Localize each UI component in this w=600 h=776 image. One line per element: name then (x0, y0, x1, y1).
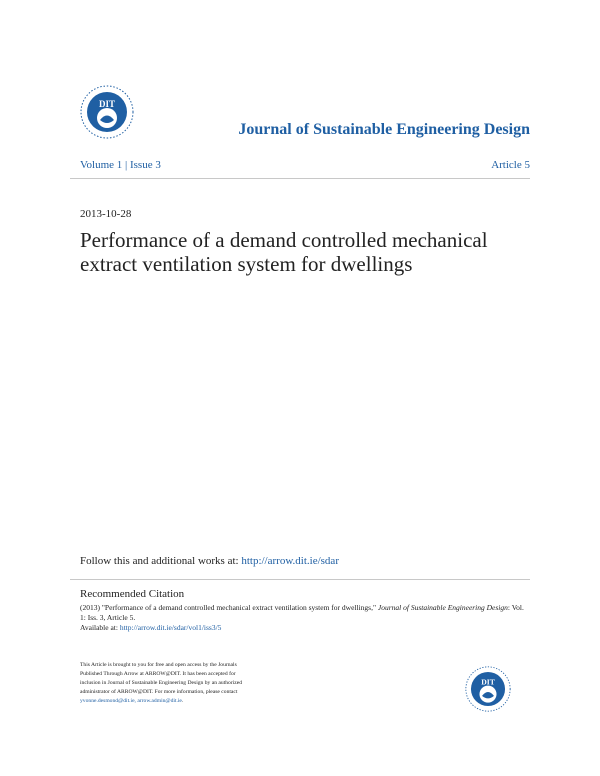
logo-text-bottom: DIT (481, 677, 495, 687)
paper-title (80, 228, 530, 276)
volume-issue (80, 159, 161, 171)
dit-logo-top (80, 85, 134, 139)
follow-link[interactable]: http://arrow.dit.ie/sdar (241, 555, 339, 567)
open-access-notice (80, 661, 295, 706)
separator: | (125, 159, 128, 171)
citation-journal: Journal of Sustainable Engineering Design (377, 603, 508, 612)
issue-link[interactable]: Issue 3 (129, 159, 161, 171)
available-link[interactable]: http://arrow.dit.ie/sdar/vol1/iss3/5 (119, 623, 222, 632)
title-line-2: extract ventilation system for dwellings (80, 252, 413, 276)
notice-line-3: inclusion in Journal of Sustainable Engineering Design by an authorized (80, 680, 243, 686)
notice-line-1: This Article is brought to you for free and open access by the Journals (80, 662, 237, 668)
notice-line-2: Published Through Arrow at ARROW@DIT. It has been accepted for (80, 671, 236, 677)
follow-prefix: Follow this and additional works at: (80, 555, 239, 567)
follow-line (80, 555, 339, 567)
dit-logo-bottom (465, 666, 511, 712)
title-line-1: Performance of a demand controlled mechanical (80, 228, 488, 252)
contact-links[interactable]: yvonne.desmond@dit.ie, arrow.admin@dit.ie (80, 698, 182, 704)
notice-end: . (181, 698, 184, 704)
citation-line-1: (2013) "Performance of a demand controlled mechanical extract ventilation system for dwellings," (80, 603, 377, 612)
recommended-citation-heading: Recommended Citation (80, 588, 185, 600)
publication-date: 2013-10-28 (80, 208, 132, 220)
article-number[interactable]: Article 5 (491, 159, 530, 171)
volume-link[interactable]: Volume 1 (80, 159, 123, 171)
divider-top (70, 178, 530, 179)
available-prefix: Available at: (80, 623, 118, 632)
notice-line-4: administrator of ARROW@DIT. For more information, please contact (80, 689, 238, 695)
citation-details: : Vol. 1: Iss. 3, Article 5. (80, 603, 524, 622)
citation-body (80, 603, 530, 633)
divider-mid (70, 579, 530, 580)
logo-text: DIT (98, 99, 116, 109)
journal-title[interactable]: Journal of Sustainable Engineering Design (238, 121, 530, 138)
